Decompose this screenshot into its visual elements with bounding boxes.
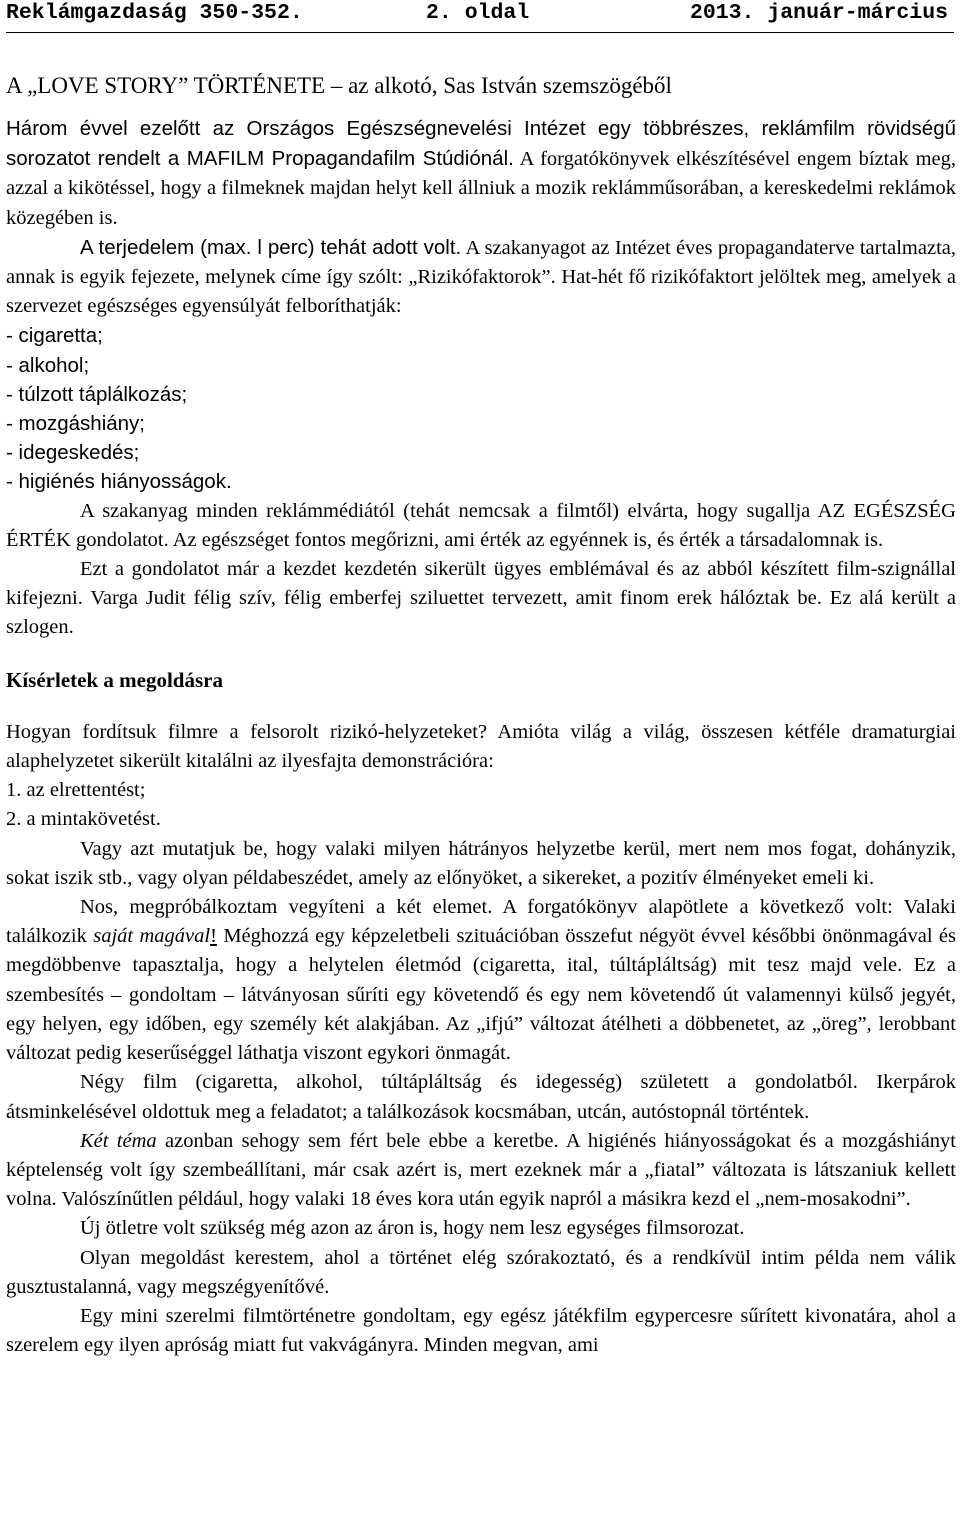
article-title: A „LOVE STORY” TÖRTÉNETE – az alkotó, Sas István szemszögéből: [6, 73, 672, 98]
list-item: - túlzott táplálkozás;: [6, 382, 188, 406]
list-item: 2. a mintakövetést.: [6, 808, 161, 831]
header-issue-date: 2013. január-március: [689, 1, 948, 25]
list-item: 1. az elrettentést;: [6, 779, 146, 802]
list-item: - alkohol;: [6, 353, 90, 377]
header-page-number: 2. oldal: [426, 1, 530, 25]
paragraph-question: Hogyan fordítsuk filmre a felsorolt rizikó-helyzeteket? Amióta világ a világ, összesen kétféle dramaturgiai alaphelyzetet sikerült kitalálni az ilyesfajta demonstrációra:: [6, 720, 956, 773]
section-heading: Kísérletek a megoldásra: [6, 667, 223, 692]
list-item: - cigaretta;: [6, 324, 103, 348]
header-journal: Reklámgazdaság 350-352.: [6, 1, 303, 25]
paragraph-four-films: Négy film (cigaretta, alkohol, túltápláltság és idegesség) született a gondolatból. Ikerpárok átsminkelésével oldottuk meg a feladatot; a találkozások kocsmában, utcán, autóstopnál történtek.: [6, 1071, 956, 1123]
list-item: - mozgáshiány;: [6, 412, 146, 436]
paragraph-concept: Nos, megpróbálkoztam vegyíteni a két elemet. A forgatókönyv alapötlete a következő volt: Valaki találkozik saját magával! Méghozzá egy képzeletbeli szituációban összefut négyöt évvel későbbi önönmagával és megdöbbenve tapasztalja, hogy a helytelen életmód (cigaretta, ital, túltápláltság) mit tesz majd vele. Ez a szembesítés – gondoltam – látványosan sűríti egy követendő és egy nem követendő út valamennyi külső jegyét, egy helyen, egy időben, egy személy két alakjában. Az „ifjú” változat átélheti a döbbenetet, az „öreg”, lerobbant változat pedig keserűséggel láthatja viszont egykori önmagát.: [6, 896, 957, 1065]
paragraph-health-value: A szakanyag minden reklámmédiától (tehát nemcsak a filmtől) elvárta, hogy sugallja AZ EGÉSZSÉG ÉRTÉK gondolatot. Az egészséget fontos megőrizni, ami érték az egyénnek is, és érték a társadalomnak is.: [6, 499, 956, 551]
paragraph-length: A terjedelem (max. l perc) tehát adott volt. A szakanyagot az Intézet éves propagandaterve tartalmazta, annak is egyik fejezete, melynek címe így szólt: „Rizikófaktorok”. Hat-hét fő rizikófaktort jelöltek meg, amelyek a szervezet egészséges egyensúlyát felboríthatják:: [6, 235, 956, 318]
list-item: - idegeskedés;: [6, 441, 140, 465]
page-header: [6, 0, 948, 28]
risk-factor-list: [6, 321, 956, 496]
paragraph-examples: Vagy azt mutatjuk be, hogy valaki milyen hátrányos helyzetbe kerül, mert nem mos fogat, dohányzik, sokat iszik stb., vagy olyan példabeszédet, amely az előnyöket, a sikereket, a pozitív élményeket emeli ki.: [6, 837, 956, 889]
article-body: [6, 114, 956, 1360]
header-rule: [6, 32, 954, 33]
paragraph-emblem: Ezt a gondolatot már a kezdet kezdetén sikerült ügyes emblémával és az abból készített film-szignállal kifejezni. Varga Judit félig szív, félig emberfej sziluettet tervezett, amit finom erek hálóztak be. Ez alá került a szlogen.: [6, 558, 956, 639]
paragraph-love-story: Egy mini szerelmi filmtörténetre gondoltam, egy egész játékfilm egypercesre sűrített kivonatára, ahol a szerelem egy ilyen apróság miatt fut vakvágányra. Minden megvan, ami: [6, 1304, 956, 1357]
paragraph-intro: Három évvel ezelőtt az Országos Egészségnevelési Intézet egy többrészes, reklámfilm rövidségű sorozatot rendelt a MAFILM Propagandafilm Stúdiónál. A forgatókönyvek elkészítésével engem bíztak meg, azzal a kikötéssel, hogy a filmeknek majdan helyt kell állniuk a mozik reklámműsorában, a kereskedelmi reklámok közegében is.: [6, 117, 956, 229]
paragraph-solution: Olyan megoldást kerestem, ahol a történet elég szórakoztató, és a rendkívül intim példa nem válik gusztustalanná, vagy megszégyenítővé.: [6, 1246, 956, 1298]
paragraph-new-idea: Új ötletre volt szükség még azon az áron is, hogy nem lesz egységes filmsorozat.: [80, 1217, 745, 1240]
list-item: - higiénés hiányosságok.: [6, 470, 232, 494]
paragraph-two-topics: Két téma azonban sehogy sem fért bele ebbe a keretbe. A higiénés hiányosságokat és a mozgáshiányt képtelenség volt így szembeállítani, már csak azért is, mert ezeknek már a „fiatal” változata is látszaniuk kellett volna. Valószínűtlen például, hogy valaki 18 éves kora után egyik napról a másikra kezd el „nem-mosakodni”.: [6, 1129, 956, 1211]
